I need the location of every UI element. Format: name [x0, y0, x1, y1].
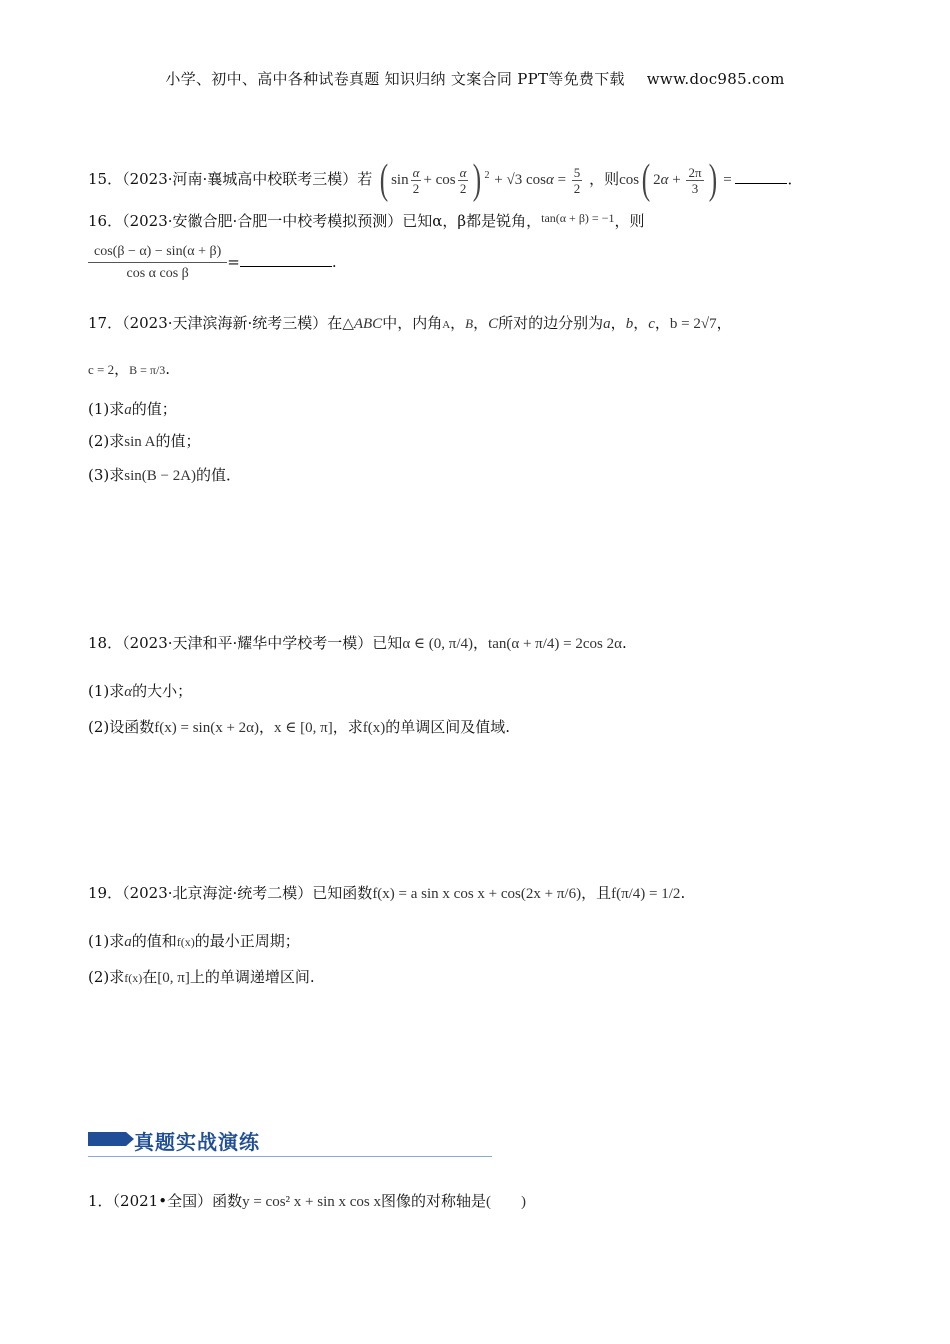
- problem-17: 17．（2023·天津滨海新·统考三模）在△ABC中，内角A，B，C所对的边分别为a，b，c，b = 2√7，: [88, 314, 732, 332]
- section-header: [88, 1128, 492, 1157]
- problem-1: 1．（2021•全国）函数y = cos² x + sin x cos x图像的对称轴是( ): [88, 1192, 527, 1210]
- problem-19: 19．（2023·北京海淀·统考二模）已知函数f(x) = a sin x cos x + cos(2x + π/6)，且f(π/4) = 1/2.: [88, 884, 686, 902]
- section-marker-arrow: [126, 1132, 134, 1146]
- answer-blank-16[interactable]: [240, 252, 332, 267]
- problem-16: 16．（2023·安徽合肥·合肥一中校考模拟预测）已知α，β都是锐角，$^{tan(\alpha + \beta) = -1}$，则: [88, 211, 645, 230]
- answer-blank-15[interactable]: [735, 169, 787, 184]
- problem-18: 18．（2023·天津和平·耀华中学校考一模）已知α ∈ (0, π/4)，tan(α + π/4) = 2cos 2α.: [88, 634, 627, 652]
- problem-18-q1: (1)求α的大小；: [88, 682, 193, 700]
- section-title: 真题实战演练: [134, 1130, 260, 1154]
- header-url: www.doc985.com: [646, 70, 785, 88]
- section-marker-block: [88, 1132, 126, 1146]
- problem-17-conditions: c = 2，B = π/3.: [88, 360, 171, 378]
- problem-17-q2: (2)求sin A的值；: [88, 432, 201, 450]
- problem-17-q1: (1)求a的值；: [88, 400, 177, 418]
- problem-15: 15．（2023·河南·襄城高中校联考三模）若 ( sin $\frac{\alpha}{2}$ + cos $\frac{\alpha}{2}$ ) $^2$ + √3 cosα = $\frac{5}{2}$ ，则cos( 2α + $\frac{2\pi}{3}$ ) = ．: [88, 157, 803, 203]
- page-header: [0, 68, 950, 89]
- answer-choice-paren[interactable]: ( ): [486, 1194, 527, 1210]
- problem-19-q2: (2)求f(x)在[0, π]上的单调递增区间.: [88, 968, 315, 986]
- problem-18-q2: (2)设函数f(x) = sin(x + 2α)，x ∈ [0, π]，求f(x)的单调区间及值域.: [88, 718, 510, 736]
- header-left-text: 小学、初中、高中各种试卷真题 知识归纳 文案合同 PPT等免费下载: [165, 70, 625, 88]
- problem-16-expression: $\frac{\cos(\beta - \alpha) - \sin(\alpha + \beta)}{\text{cos α cos β}}$ = .: [88, 244, 337, 282]
- problem-17-q3: (3)求sin(B − 2A)的值．: [88, 466, 242, 484]
- problem-19-q1: (1)求a的值和f(x)的最小正周期；: [88, 932, 300, 950]
